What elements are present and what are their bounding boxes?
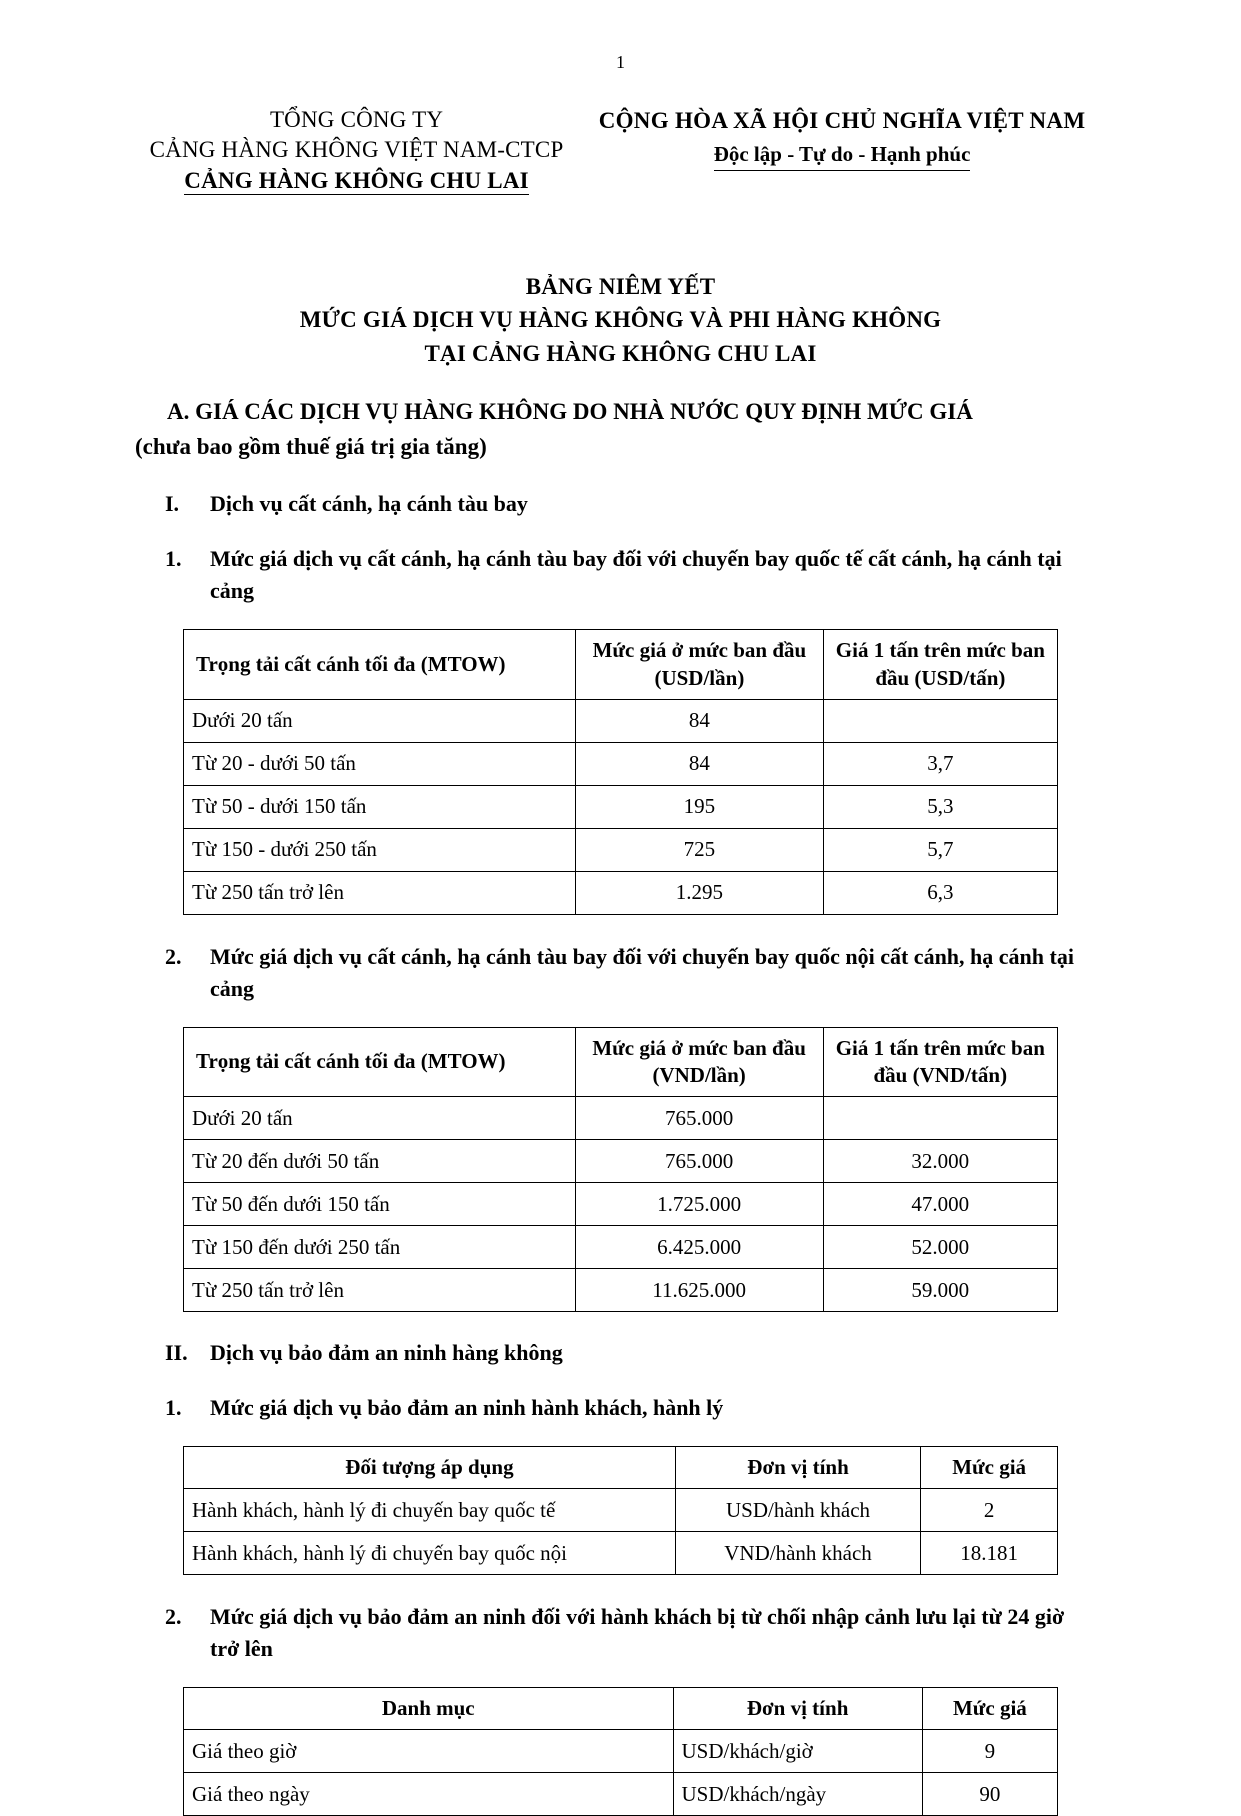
cell-base-price: 195: [576, 785, 824, 828]
nation-name: CỘNG HÒA XÃ HỘI CHỦ NGHĨA VIỆT NAM: [598, 108, 1086, 133]
table-header-row: [184, 1027, 1058, 1097]
section-a-heading: [135, 396, 1106, 463]
org-line-3-text: CẢNG HÀNG KHÔNG CHU LAI: [184, 167, 529, 193]
cell-per-ton: 52.000: [823, 1226, 1057, 1269]
table-row: [184, 1773, 1058, 1816]
cell-unit: USD/khách/giờ: [673, 1730, 922, 1773]
section-ii-number: II.: [165, 1340, 188, 1366]
cell-category: Từ 20 đến dưới 50 tấn: [184, 1140, 576, 1183]
national-heading: [578, 105, 1106, 171]
col-header-subject: Đối tượng áp dụng: [184, 1447, 676, 1489]
cell-per-ton: [823, 699, 1057, 742]
section-ii-item-1-number: 1.: [165, 1395, 182, 1421]
table-row: [184, 1269, 1058, 1312]
cell-base-price: 765.000: [575, 1097, 823, 1140]
section-ii-heading: [165, 1340, 1106, 1366]
cell-price: 18.181: [921, 1532, 1058, 1575]
section-i-item-1-text: Mức giá dịch vụ cất cánh, hạ cánh tàu bay đối với chuyến bay quốc tế cất cánh, hạ cánh tại cảng: [210, 546, 1062, 604]
cell-category: Dưới 20 tấn: [184, 699, 576, 742]
col-header-mtow: Trọng tải cất cánh tối đa (MTOW): [184, 1027, 576, 1097]
issuing-organization: [135, 105, 578, 196]
cell-per-ton: 32.000: [823, 1140, 1057, 1183]
section-a-subtitle: (chưa bao gồm thuế giá trị gia tăng): [135, 433, 487, 459]
cell-category: Từ 20 - dưới 50 tấn: [184, 742, 576, 785]
cell-per-ton: 3,7: [823, 742, 1057, 785]
col-header-price: Mức giá: [921, 1447, 1058, 1489]
cell-base-price: 11.625.000: [575, 1269, 823, 1312]
cell-base-price: 84: [576, 699, 824, 742]
table-security-passenger-fees: [183, 1446, 1058, 1575]
table-row: [184, 785, 1058, 828]
section-i-title: Dịch vụ cất cánh, hạ cánh tàu bay: [210, 491, 528, 517]
org-line-1: TỔNG CÔNG TY: [269, 107, 444, 132]
cell-base-price: 1.295: [576, 871, 824, 914]
table-domestic-landing-fees: [183, 1027, 1058, 1313]
table-row: [184, 1140, 1058, 1183]
section-i-item-1-number: 1.: [165, 546, 182, 572]
cell-price: 2: [921, 1489, 1058, 1532]
table-row: [184, 1730, 1058, 1773]
document-title: [135, 270, 1106, 370]
cell-price: 9: [922, 1730, 1057, 1773]
document-header: [135, 105, 1106, 196]
col-header-unit: Đơn vị tính: [673, 1688, 922, 1730]
section-i-item-2-number: 2.: [165, 943, 182, 969]
cell-unit: USD/hành khách: [675, 1489, 920, 1532]
cell-category: Giá theo giờ: [184, 1730, 674, 1773]
section-i-heading: [165, 491, 1106, 517]
section-i-item-2-text: Mức giá dịch vụ cất cánh, hạ cánh tàu bay đối với chuyến bay quốc nội cất cánh, hạ cánh tại cảng: [210, 943, 1074, 1001]
title-line-2: MỨC GIÁ DỊCH VỤ HÀNG KHÔNG VÀ PHI HÀNG KHÔNG: [299, 307, 942, 333]
cell-category: Từ 150 - dưới 250 tấn: [184, 828, 576, 871]
cell-price: 90: [922, 1773, 1057, 1816]
cell-unit: VND/hành khách: [675, 1532, 920, 1575]
col-header-base-price: Mức giá ở mức ban đầu (VND/lần): [575, 1027, 823, 1097]
table-row: [184, 871, 1058, 914]
section-ii-item-2: [165, 1601, 1106, 1665]
table-row: [184, 1226, 1058, 1269]
col-header-price: Mức giá: [922, 1688, 1057, 1730]
table-row: [184, 1097, 1058, 1140]
page-number: 1: [616, 52, 625, 72]
table-denied-entry-fees: [183, 1687, 1058, 1816]
cell-base-price: 765.000: [575, 1140, 823, 1183]
table-header-row: [184, 1447, 1058, 1489]
section-i-item-1: [165, 543, 1106, 607]
col-header-per-ton-price: Giá 1 tấn trên mức ban đầu (USD/tấn): [823, 630, 1057, 700]
cell-base-price: 725: [576, 828, 824, 871]
cell-category: Từ 50 - dưới 150 tấn: [184, 785, 576, 828]
cell-category: Từ 250 tấn trở lên: [184, 871, 576, 914]
table-international-landing-fees: [183, 629, 1058, 915]
cell-per-ton: 5,3: [823, 785, 1057, 828]
section-ii-item-2-text: Mức giá dịch vụ bảo đảm an ninh đối với hành khách bị từ chối nhập cảnh lưu lại từ 24 giờ trở lên: [210, 1604, 1065, 1662]
cell-per-ton: 6,3: [823, 871, 1057, 914]
title-line-1: BẢNG NIÊM YẾT: [525, 274, 716, 300]
section-ii-item-1: [165, 1392, 1106, 1424]
cell-unit: USD/khách/ngày: [673, 1773, 922, 1816]
col-header-per-ton-price: Giá 1 tấn trên mức ban đầu (VND/tấn): [823, 1027, 1057, 1097]
table-row: [184, 699, 1058, 742]
section-a-title: A. GIÁ CÁC DỊCH VỤ HÀNG KHÔNG DO NHÀ NƯỚC QUY ĐỊNH MỨC GIÁ: [167, 399, 973, 425]
title-line-3: TẠI CẢNG HÀNG KHÔNG CHU LAI: [424, 340, 817, 366]
section-i-number: I.: [165, 491, 180, 517]
cell-subject: Hành khách, hành lý đi chuyến bay quốc nội: [184, 1532, 676, 1575]
cell-per-ton: 59.000: [823, 1269, 1057, 1312]
col-header-unit: Đơn vị tính: [675, 1447, 920, 1489]
cell-category: Từ 250 tấn trở lên: [184, 1269, 576, 1312]
cell-category: Từ 150 đến dưới 250 tấn: [184, 1226, 576, 1269]
section-ii-title: Dịch vụ bảo đảm an ninh hàng không: [210, 1340, 563, 1366]
cell-base-price: 6.425.000: [575, 1226, 823, 1269]
cell-category: Từ 50 đến dưới 150 tấn: [184, 1183, 576, 1226]
table-row: [184, 1489, 1058, 1532]
col-header-mtow: Trọng tải cất cánh tối đa (MTOW): [184, 630, 576, 700]
cell-per-ton: [823, 1097, 1057, 1140]
section-i-item-2: [165, 941, 1106, 1005]
cell-category: Giá theo ngày: [184, 1773, 674, 1816]
section-ii-item-1-text: Mức giá dịch vụ bảo đảm an ninh hành khách, hành lý: [210, 1395, 724, 1421]
section-ii-item-2-number: 2.: [165, 1604, 182, 1630]
col-header-base-price: Mức giá ở mức ban đầu (USD/lần): [576, 630, 824, 700]
cell-base-price: 84: [576, 742, 824, 785]
cell-base-price: 1.725.000: [575, 1183, 823, 1226]
org-line-3: [135, 166, 578, 196]
table-row: [184, 742, 1058, 785]
org-line-2: CẢNG HÀNG KHÔNG VIỆT NAM-CTCP: [149, 137, 564, 163]
cell-per-ton: 5,7: [823, 828, 1057, 871]
national-motto: Độc lập - Tự do - Hạnh phúc: [714, 140, 971, 171]
table-row: [184, 828, 1058, 871]
cell-subject: Hành khách, hành lý đi chuyến bay quốc tế: [184, 1489, 676, 1532]
table-header-row: [184, 630, 1058, 700]
table-row: [184, 1183, 1058, 1226]
col-header-category: Danh mục: [184, 1688, 674, 1730]
cell-category: Dưới 20 tấn: [184, 1097, 576, 1140]
table-header-row: [184, 1688, 1058, 1730]
table-row: [184, 1532, 1058, 1575]
cell-per-ton: 47.000: [823, 1183, 1057, 1226]
